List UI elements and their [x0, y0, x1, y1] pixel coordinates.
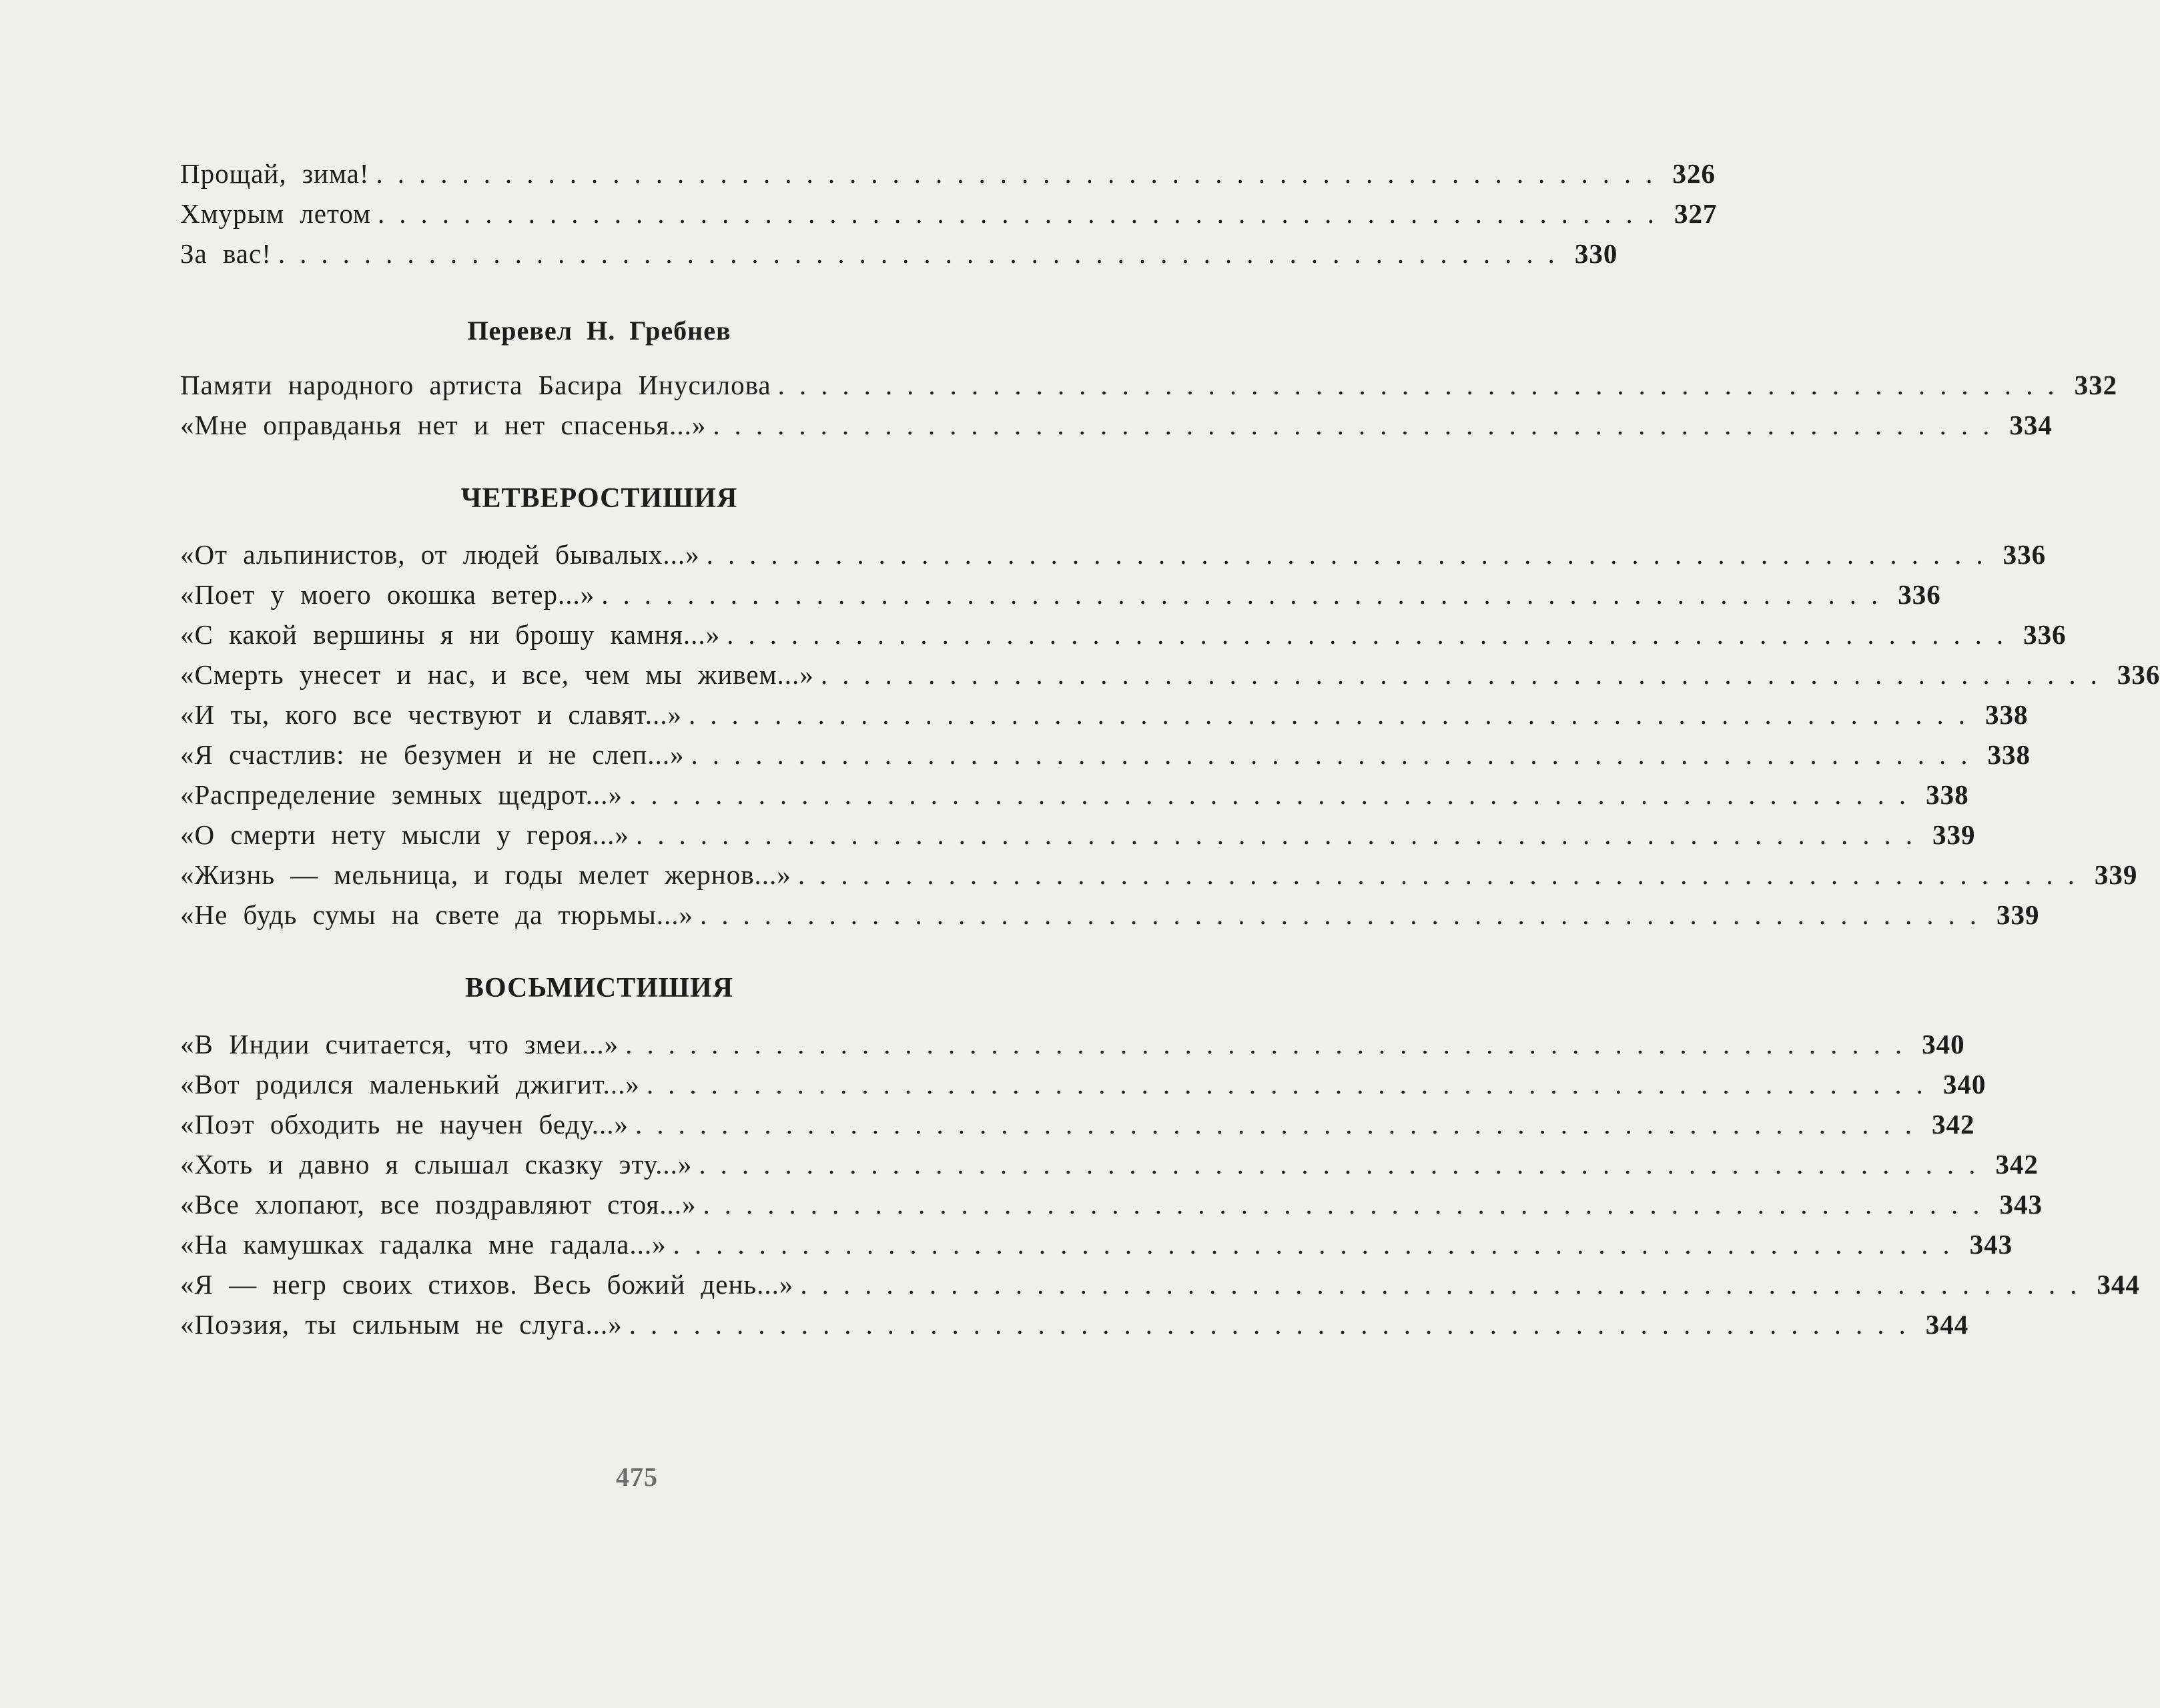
toc-entry-title: «Все хлопают, все поздравляют стоя...»	[180, 1189, 697, 1220]
toc-entry	[180, 775, 1969, 815]
toc-entry	[180, 1104, 1975, 1144]
section-heading-octaves: ВОСЬМИСТИШИЯ	[464, 973, 734, 1003]
toc-entry-page: 336	[1898, 579, 1941, 610]
dot-leader: ............................................................	[699, 1149, 1991, 1180]
toc-entry-page: 342	[1932, 1109, 1975, 1140]
toc-entry-page: 342	[1995, 1149, 2039, 1180]
toc-entry	[180, 735, 2031, 775]
dot-leader: ............................................................	[713, 410, 2005, 440]
toc-entry-title: «Поэзия, ты сильным не слуга...»	[180, 1309, 623, 1340]
toc-entry-page: 338	[1985, 699, 2029, 730]
toc-entry-page: 336	[2003, 539, 2047, 570]
toc-entry-page: 336	[2023, 619, 2067, 650]
toc-entry-page: 339	[1997, 899, 2040, 930]
dot-leader: ............................................................	[378, 198, 1669, 229]
dot-leader: ............................................................	[800, 1269, 2092, 1300]
toc-group-b	[180, 365, 2118, 445]
toc-entry-title: «О смерти нету мысли у героя...»	[180, 819, 629, 850]
toc-entry-title: «Жизнь — мельница, и годы мелет жернов...»	[180, 859, 791, 890]
toc-entry	[180, 193, 1718, 234]
toc-entry	[180, 365, 2118, 405]
toc-entry-page: 330	[1574, 238, 1618, 269]
dot-leader: ............................................................	[673, 1229, 1964, 1260]
toc-entry-title: «И ты, кого все чествуют и славят...»	[180, 699, 682, 730]
dot-leader: ............................................................	[688, 699, 1980, 730]
table-of-contents	[180, 153, 2160, 1344]
toc-entry-page: 339	[1932, 819, 1976, 850]
toc-entry-page: 338	[1926, 779, 1969, 810]
toc-entry	[180, 1024, 1965, 1064]
dot-leader: ............................................................	[635, 819, 1927, 850]
toc-entry	[180, 1184, 2043, 1224]
toc-entry	[180, 895, 2040, 935]
dot-leader: ............................................................	[278, 238, 1569, 269]
dot-leader: ............................................................	[625, 1029, 1917, 1059]
toc-entry-title: «Не будь сумы на свете да тюрьмы...»	[180, 899, 694, 930]
toc-group-d	[180, 1024, 2140, 1344]
toc-entry-page: 344	[2097, 1269, 2140, 1300]
toc-entry-page: 336	[2117, 659, 2160, 690]
toc-entry-title: «В Индии считается, что змеи...»	[180, 1029, 619, 1059]
dot-leader: ............................................................	[691, 739, 1983, 770]
toc-entry	[180, 234, 1618, 274]
page-number: 475	[616, 1462, 658, 1492]
toc-entry	[180, 153, 1716, 193]
toc-entry-page: 326	[1672, 158, 1716, 189]
toc-entry-title: «Мне оправданья нет и нет спасенья...»	[180, 410, 707, 440]
toc-entry	[180, 1224, 2013, 1264]
toc-entry	[180, 574, 1941, 614]
toc-entry-title: Прощай, зима!	[180, 158, 370, 189]
toc-entry-title: «Я счастлив: не безумен и не слеп...»	[180, 739, 685, 770]
toc-entry-page: 340	[1942, 1069, 1987, 1100]
dot-leader: ............................................................	[629, 1309, 1920, 1340]
toc-entry-page: 338	[1987, 739, 2031, 770]
dot-leader: ............................................................	[703, 1189, 1995, 1220]
toc-entry-page: 343	[1969, 1229, 2013, 1260]
dot-leader: ............................................................	[727, 619, 2019, 650]
dot-leader: ............................................................	[777, 370, 2069, 400]
toc-entry	[180, 1264, 2140, 1304]
dot-leader: ............................................................	[820, 659, 2112, 690]
toc-entry-title: «На камушках гадалка мне гадала...»	[180, 1229, 667, 1260]
dot-leader: ............................................................	[635, 1109, 1927, 1140]
toc-entry-title: «Смерть унесет и нас, и все, чем мы живем...»	[180, 659, 814, 690]
toc-group-a	[180, 153, 1718, 274]
toc-entry-page: 332	[2074, 370, 2118, 400]
toc-group-c	[180, 534, 2160, 935]
section-heading-quatrains: ЧЕТВЕРОСТИШИЯ	[460, 483, 738, 514]
dot-leader: ............................................................	[706, 539, 1998, 570]
toc-entry-title: «С какой вершины я ни брошу камня...»	[180, 619, 721, 650]
dot-leader: ............................................................	[700, 899, 1992, 930]
toc-entry-title: «Я — негр своих стихов. Весь божий день...»	[180, 1269, 794, 1300]
toc-entry-title: «Хоть и давно я слышал сказку эту...»	[180, 1149, 693, 1180]
toc-entry-title: «Распределение земных щедрот...»	[180, 779, 623, 810]
toc-entry	[180, 614, 2067, 655]
toc-entry-page: 343	[1999, 1189, 2043, 1220]
toc-entry	[180, 855, 2138, 895]
dot-leader: ............................................................	[646, 1069, 1938, 1100]
toc-entry-title: Хмурым летом	[180, 198, 371, 229]
toc-entry	[180, 815, 1976, 855]
toc-entry-page: 334	[2009, 410, 2053, 440]
toc-entry-page: 340	[1922, 1029, 1965, 1059]
toc-entry-title: За вас!	[180, 238, 272, 269]
toc-entry	[180, 405, 2053, 445]
toc-entry	[180, 1064, 1987, 1104]
toc-entry-page: 339	[2094, 859, 2138, 890]
toc-entry	[180, 534, 2047, 574]
dot-leader: ............................................................	[629, 779, 1921, 810]
toc-entry-page: 344	[1925, 1309, 1969, 1340]
toc-entry-page: 327	[1674, 198, 1718, 229]
toc-entry	[180, 655, 2160, 695]
toc-entry-title: «Поэт обходить не научен беду...»	[180, 1109, 629, 1140]
toc-entry-title: Памяти народного артиста Басира Инусилова	[180, 370, 771, 400]
toc-entry	[180, 1144, 2039, 1184]
toc-entry-title: «Поет у моего окошка ветер...»	[180, 579, 595, 610]
translator-heading: Перевел Н. Гребнев	[467, 316, 731, 346]
toc-entry	[180, 695, 2029, 735]
dot-leader: ............................................................	[797, 859, 2089, 890]
toc-entry	[180, 1304, 1969, 1344]
dot-leader: ............................................................	[376, 158, 1668, 189]
dot-leader: ............................................................	[601, 579, 1893, 610]
toc-entry-title: «От альпинистов, от людей бывалых...»	[180, 539, 700, 570]
toc-entry-title: «Вот родился маленький джигит...»	[180, 1069, 640, 1100]
